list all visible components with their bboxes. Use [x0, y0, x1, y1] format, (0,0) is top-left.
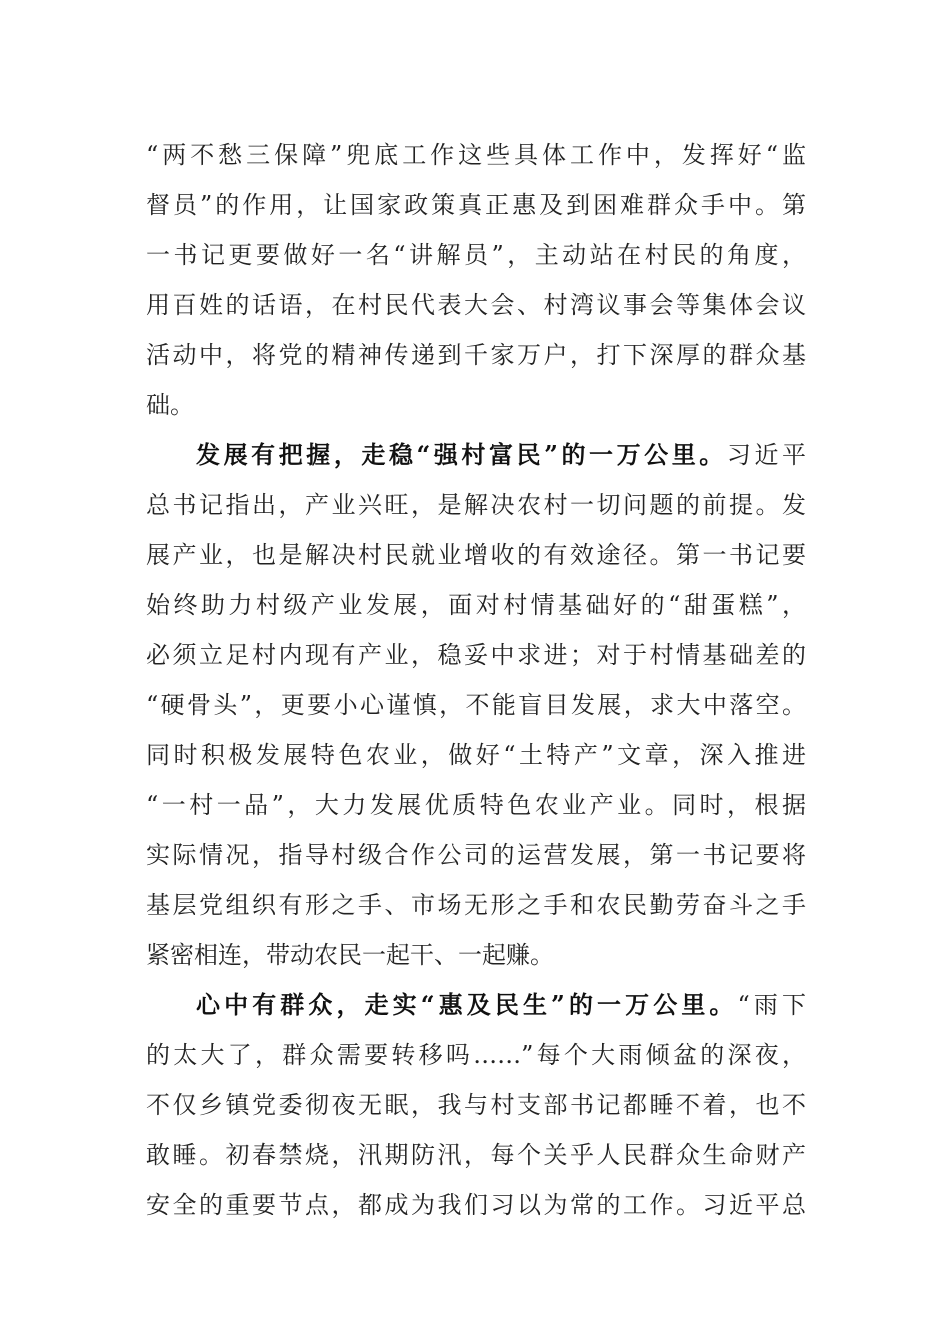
text-line — [146, 1130, 806, 1180]
text-line — [146, 980, 806, 1030]
article-body — [146, 130, 806, 1230]
text-line — [146, 430, 806, 480]
line-text: “雨下 — [737, 991, 806, 1019]
line-text: “两不愁三保障”兜底工作这些具体工作中，发挥好“监 — [146, 141, 806, 169]
text-line — [146, 880, 806, 930]
text-line — [146, 130, 806, 180]
text-line — [146, 830, 806, 880]
line-text: 督员”的作用，让国家政策真正惠及到困难群众手中。第 — [146, 191, 806, 219]
line-text: 必须立足村内现有产业，稳妥中求进；对于村情基础差的 — [146, 641, 806, 669]
line-text: 的太大了，群众需要转移吗……”每个大雨倾盆的深夜， — [146, 1041, 806, 1069]
text-line — [146, 780, 806, 830]
text-line — [146, 480, 806, 530]
line-text: 活动中，将党的精神传递到千家万户，打下深厚的群众基 — [146, 341, 806, 369]
line-text: 不仅乡镇党委彻夜无眠，我与村支部书记都睡不着，也不 — [146, 1091, 806, 1119]
line-text: 用百姓的话语，在村民代表大会、村湾议事会等集体会议 — [146, 291, 806, 319]
line-text: 实际情况，指导村级合作公司的运营发展，第一书记要将 — [146, 841, 806, 869]
line-text: 总书记指出，产业兴旺，是解决农村一切问题的前提。发 — [146, 491, 806, 519]
line-text: 紧密相连，带动农民一起干、一起赚。 — [146, 941, 554, 969]
paragraph-lead-heading: 发展有把握，走稳“强村富民”的一万公里。 — [196, 440, 727, 469]
line-text: 始终助力村级产业发展，面对村情基础好的“甜蛋糕”， — [146, 591, 806, 619]
text-line — [146, 180, 806, 230]
text-line — [146, 680, 806, 730]
text-line — [146, 730, 806, 780]
text-line — [146, 380, 806, 430]
text-line — [146, 1030, 806, 1080]
text-line — [146, 930, 806, 980]
line-text: 础。 — [146, 391, 194, 419]
line-text: 展产业，也是解决村民就业增收的有效途径。第一书记要 — [146, 541, 806, 569]
line-text: 安全的重要节点，都成为我们习以为常的工作。习近平总 — [146, 1191, 806, 1219]
line-text: “硬骨头”，更要小心谨慎，不能盲目发展，求大中落空。 — [146, 691, 806, 719]
line-text: 同时积极发展特色农业，做好“土特产”文章，深入推进 — [146, 741, 806, 769]
text-line — [146, 330, 806, 380]
text-line — [146, 1080, 806, 1130]
paragraph-lead-heading: 心中有群众，走实“惠及民生”的一万公里。 — [196, 990, 738, 1019]
line-text: “一村一品”，大力发展优质特色农业产业。同时，根据 — [146, 791, 806, 819]
text-line — [146, 580, 806, 630]
text-line — [146, 230, 806, 280]
line-text: 基层党组织有形之手、市场无形之手和农民勤劳奋斗之手 — [146, 891, 806, 919]
text-line — [146, 1180, 806, 1230]
text-line — [146, 280, 806, 330]
line-text: 一书记更要做好一名“讲解员”，主动站在村民的角度， — [146, 241, 806, 269]
text-line — [146, 630, 806, 680]
line-text: 敢睡。初春禁烧，汛期防汛，每个关乎人民群众生命财产 — [146, 1141, 806, 1169]
line-text: 习近平 — [726, 441, 807, 469]
text-line — [146, 530, 806, 580]
